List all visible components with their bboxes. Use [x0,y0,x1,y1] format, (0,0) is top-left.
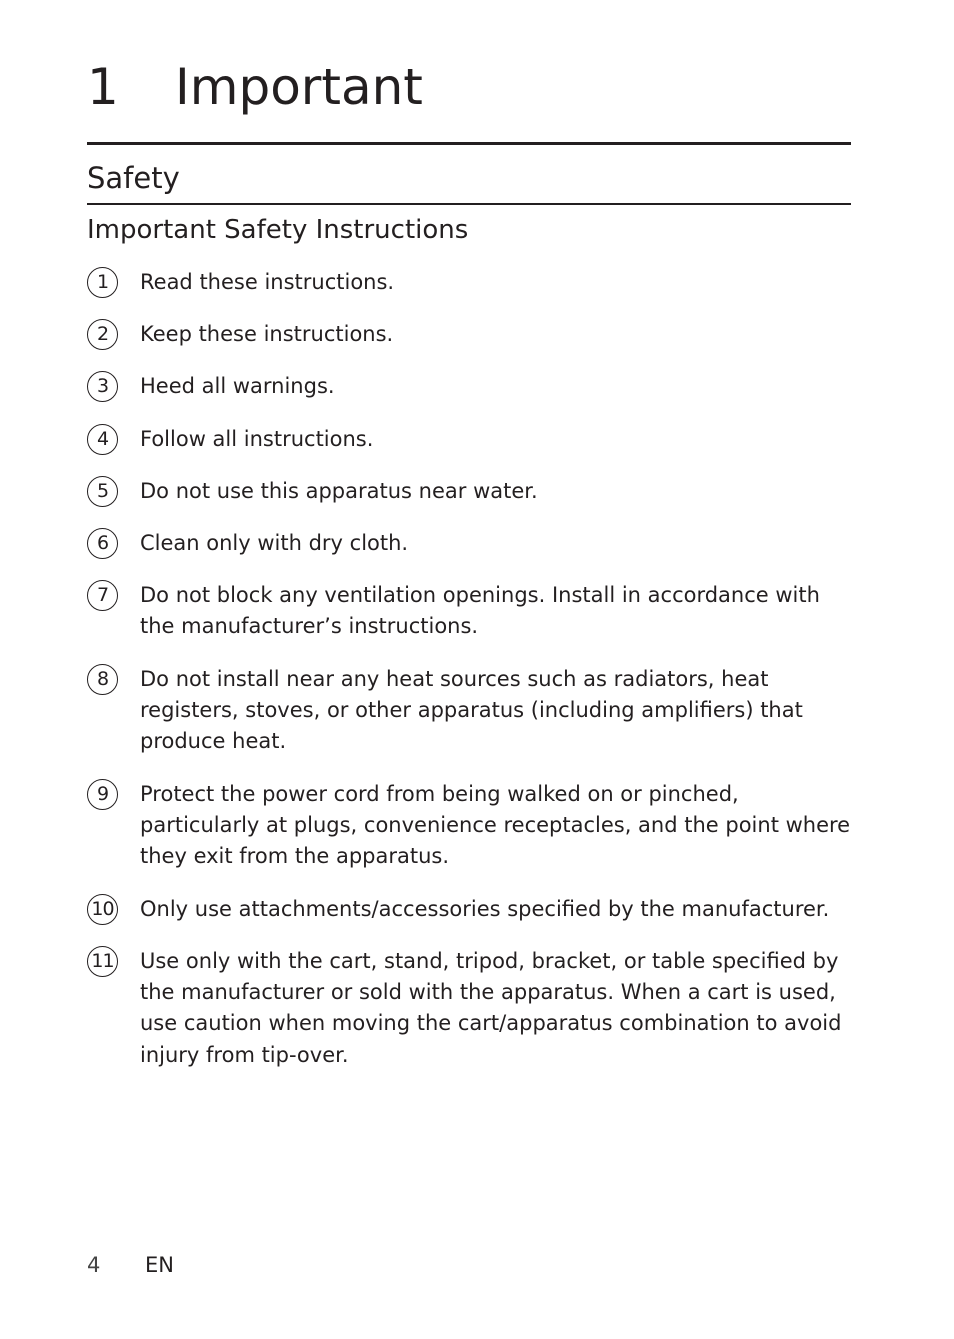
page-number: 4 [87,1253,101,1277]
item-text: Do not use this apparatus near water. [140,479,538,503]
item-number-circle: 6 [87,528,118,559]
chapter-number: 1 [87,58,119,116]
item-number-circle: 10 [87,894,118,925]
item-text: Clean only with dry cloth. [140,531,409,555]
item-number-circle: 7 [87,580,118,611]
item-text: Use only with the cart, stand, tripod, bracket, or table specified by the manufacturer or sold with the apparatus. When a cart is used, use caution when moving the cart/apparatus combination to avoid injury from tip-over. [140,949,842,1067]
item-text: Keep these instructions. [140,322,394,346]
item-text: Heed all warnings. [140,374,335,398]
section-divider [87,203,851,205]
section-heading: Safety [87,161,180,195]
page-footer [87,1250,174,1280]
chapter-title: Important [175,58,423,116]
item-text: Follow all instructions. [140,427,374,451]
item-text: Only use attachments/accessories specified by the manufacturer. [140,897,830,921]
item-number-circle: 8 [87,664,118,695]
item-text: Read these instructions. [140,270,395,294]
item-number-circle: 2 [87,319,118,350]
item-text: Protect the power cord from being walked on or pinched, particularly at plugs, convenience receptacles, and the point where they exit from the apparatus. [140,782,851,869]
item-number-circle: 11 [87,946,118,977]
chapter-divider [87,142,851,145]
item-number-circle: 3 [87,371,118,402]
item-number-circle: 5 [87,476,118,507]
chapter-heading [87,52,851,122]
language-code: EN [145,1253,174,1277]
item-number-circle: 4 [87,424,118,455]
item-text: Do not block any ventilation openings. Install in accordance with the manufacturer’s instructions. [140,583,820,639]
item-number-circle: 9 [87,779,118,810]
item-text: Do not install near any heat sources such as radiators, heat registers, stoves, or other apparatus (including amplifiers) that produce heat. [140,667,803,754]
item-number-circle: 1 [87,267,118,298]
subsection-heading: Important Safety Instructions [87,215,469,245]
